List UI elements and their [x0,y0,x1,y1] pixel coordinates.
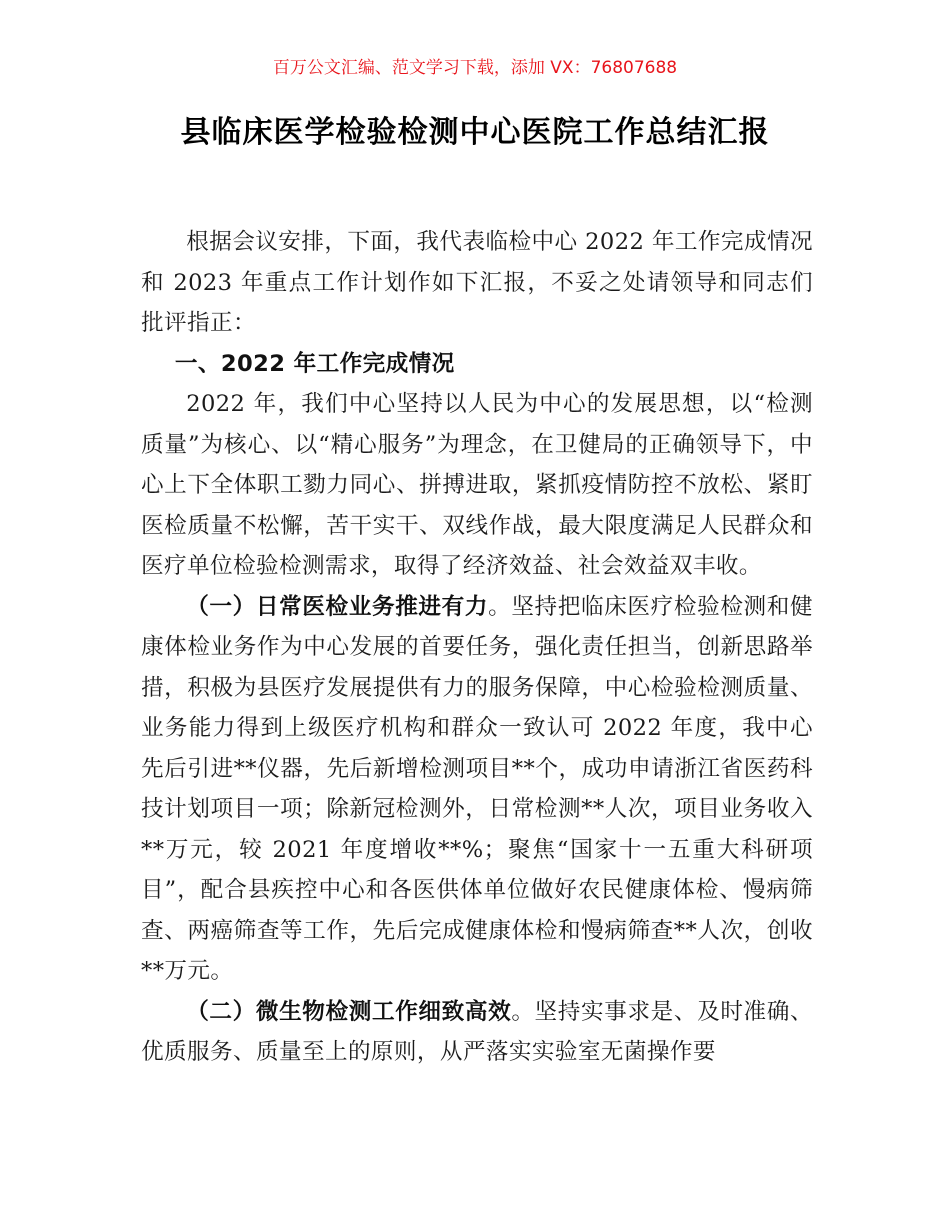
subsection-paragraph-2 [141,992,813,1073]
document-title: 县临床医学检验检测中心医院工作总结汇报 [180,115,770,150]
subsection-lead-1: （一）日常医检业务推进有力 [186,593,489,620]
intro-paragraph: 根据会议安排，下面，我代表临检中心 2022 年工作完成情况和 2023 年重点工作计划作如下汇报，不妥之处请领导和同志们批评指正： [141,229,813,336]
subsection-text-1: 。坚持把临床医疗检验检测和健康体检业务作为中心发展的首要任务，强化责任担当，创新思路举措，积极为县医疗发展提供有力的服务保障，中心检验检测质量、业务能力得到上级医疗机构和群众一致认可 2022 年度，我中心先后引进**仪器，先后新增检测项目**个，成功申请浙江省医药科技计划项目一项；除新冠检测外，日常检测**人次，项目业务收入**万元，较 2021 年度增收**%；聚焦“国家十一五重大科研项目”，配合县疾控中心和各医供体单位做好农民健康体检、慢病筛查、两癌筛查等工作，先后完成健康体检和慢病筛查**人次，创收**万元。 [141,593,813,984]
document-body [141,222,813,1073]
section-heading: 一、2022 年工作完成情况 [174,350,455,377]
subsection-paragraph-1 [141,587,813,992]
subsection-lead-2: （二）微生物检测工作细致高效 [186,998,512,1025]
subsection-text-2: 。坚持实事求是、及时准确、优质服务、质量至上的原则，从严落实实验室无菌操作要 [141,998,814,1065]
watermark-banner: 百万公文汇编、范文学习下载，添加 VX：76807688 [272,58,678,78]
overview-paragraph: 2022 年，我们中心坚持以人民为中心的发展思想，以“检测质量”为核心、以“精心服务”为理念，在卫健局的正确领导下，中心上下全体职工勠力同心、拼搏进取，紧抓疫情防控不放松、紧盯医检质量不松懈，苦干实干、双线作战，最大限度满足人民群众和医疗单位检验检测需求，取得了经济效益、社会效益双丰收。 [141,391,813,579]
